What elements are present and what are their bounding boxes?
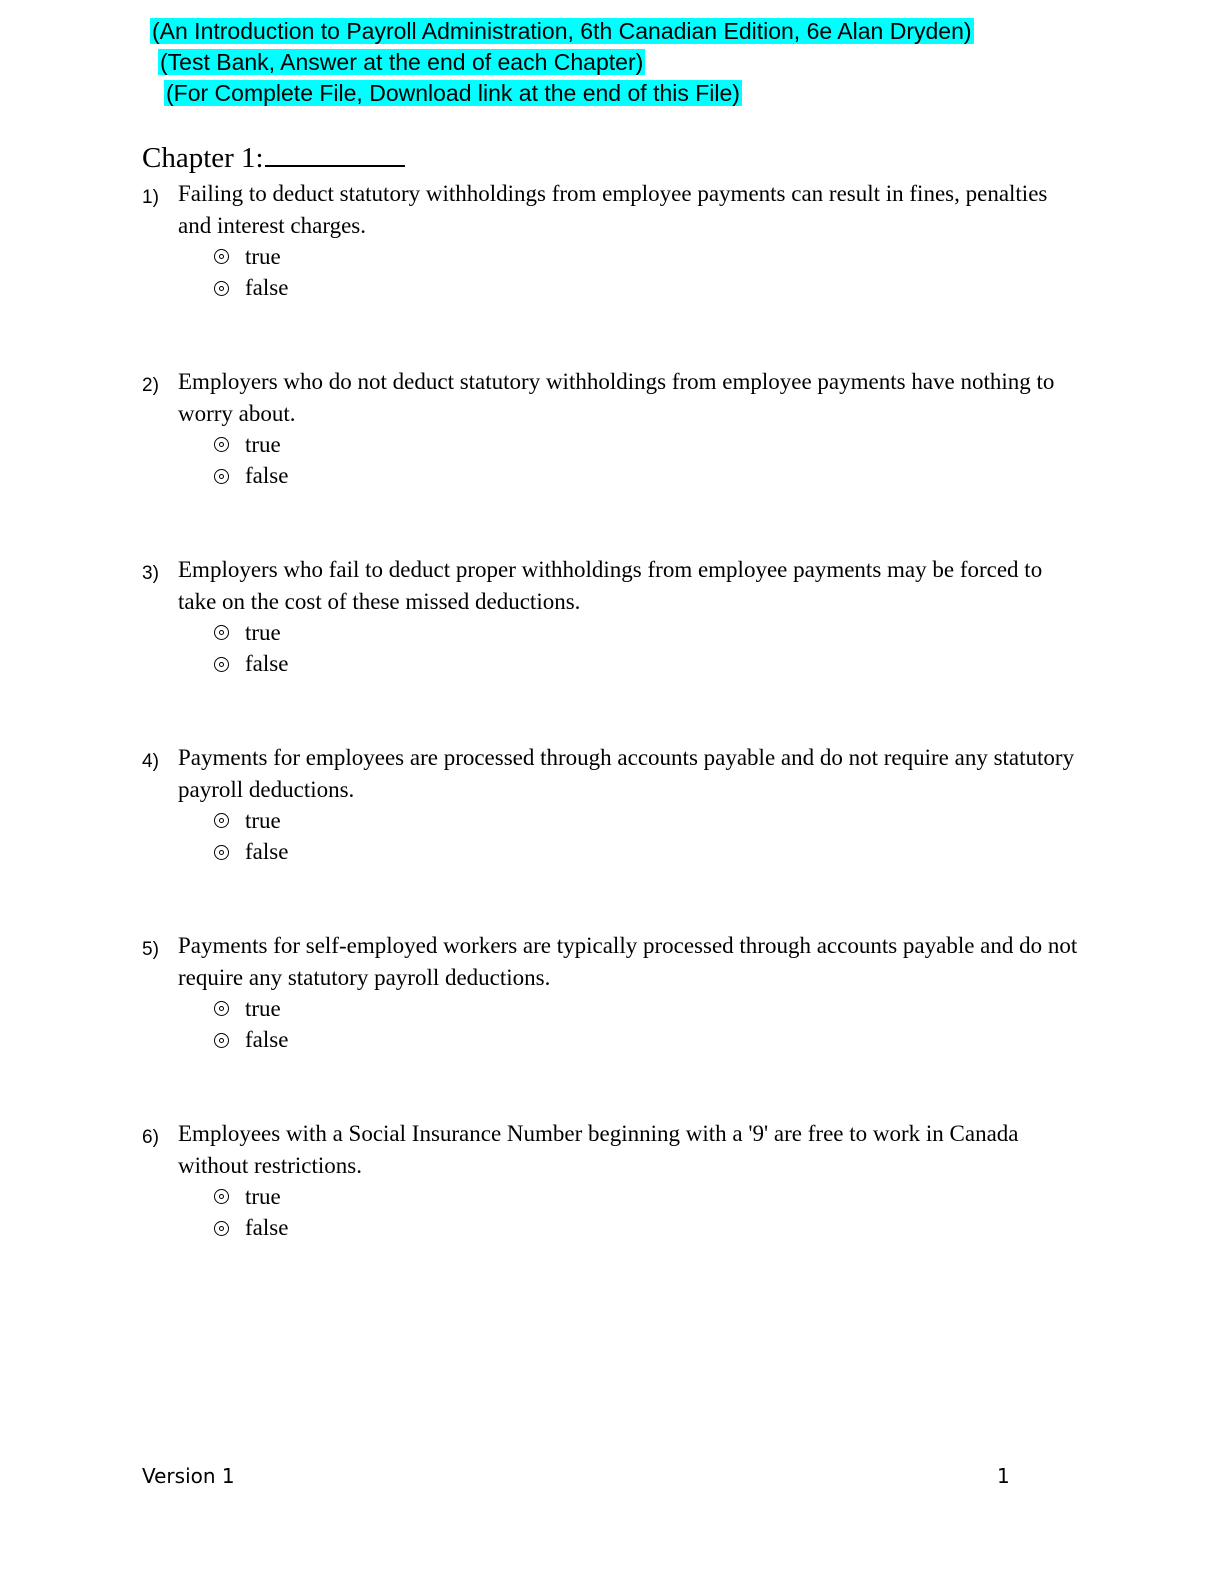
- question-text: Employers who fail to deduct proper withholdings from employee payments may be forced to take on the cost of these missed deductions.: [178, 557, 1043, 614]
- option-label: false: [245, 463, 289, 489]
- chapter-label: Chapter 1:: [142, 142, 264, 174]
- question-number: 1): [142, 187, 159, 208]
- question-text: Payments for self-employed workers are typically processed through accounts payable and do not require any statutory payroll deductions.: [178, 933, 1078, 990]
- radio-icon[interactable]: [214, 657, 229, 672]
- radio-icon[interactable]: [214, 625, 229, 640]
- radio-icon[interactable]: [214, 437, 229, 452]
- radio-icon[interactable]: [214, 1033, 229, 1048]
- question-item: [142, 364, 1082, 552]
- radio-icon[interactable]: [214, 1001, 229, 1016]
- option-false[interactable]: [214, 649, 288, 681]
- question-number: 6): [142, 1127, 159, 1148]
- question-text: Failing to deduct statutory withholdings from employee payments can result in fines, penalties and interest charges.: [178, 181, 1048, 238]
- chapter-title-blank: [265, 141, 405, 167]
- chapter-heading: [142, 140, 405, 176]
- question-number: 3): [142, 563, 159, 584]
- radio-icon[interactable]: [214, 813, 229, 828]
- footer-version: Version 1: [142, 1464, 235, 1488]
- header-title-text: (An Introduction to Payroll Administration, 6th Canadian Edition, 6e Alan Dryden): [152, 18, 972, 44]
- option-true[interactable]: [214, 1181, 288, 1213]
- radio-icon[interactable]: [214, 469, 229, 484]
- header-download-text: (For Complete File, Download link at the end of this File): [166, 80, 740, 106]
- question-number: 2): [142, 375, 159, 396]
- question-item: [142, 1116, 1082, 1304]
- question-item: [142, 740, 1082, 928]
- answer-options: [214, 617, 288, 680]
- question-number: 5): [142, 939, 159, 960]
- option-false[interactable]: [214, 837, 288, 869]
- radio-icon[interactable]: [214, 249, 229, 264]
- question-text: Employers who do not deduct statutory withholdings from employee payments have nothing to worry about.: [178, 369, 1055, 426]
- answer-options: [214, 993, 288, 1056]
- document-header: [150, 16, 974, 109]
- answer-options: [214, 241, 288, 304]
- option-label: true: [245, 243, 281, 269]
- question-number: 4): [142, 751, 159, 772]
- header-line-test-bank: [158, 47, 974, 78]
- answer-options: [214, 805, 288, 868]
- option-true[interactable]: [214, 429, 288, 461]
- option-label: false: [245, 1027, 289, 1053]
- radio-icon[interactable]: [214, 281, 229, 296]
- question-text: Employees with a Social Insurance Number beginning with a '9' are free to work in Canada without restrictions.: [178, 1121, 1019, 1178]
- option-true[interactable]: [214, 993, 288, 1025]
- radio-icon[interactable]: [214, 1189, 229, 1204]
- answer-options: [214, 429, 288, 492]
- option-false[interactable]: [214, 461, 288, 493]
- question-item: [142, 176, 1082, 364]
- option-label: true: [245, 807, 281, 833]
- header-test-bank-text: (Test Bank, Answer at the end of each Chapter): [160, 49, 644, 75]
- option-label: true: [245, 995, 281, 1021]
- option-false[interactable]: [214, 1213, 288, 1245]
- header-line-download: [164, 78, 974, 109]
- option-label: false: [245, 839, 289, 865]
- option-true[interactable]: [214, 241, 288, 273]
- footer-page-number: 1: [997, 1464, 1010, 1488]
- radio-icon[interactable]: [214, 845, 229, 860]
- radio-icon[interactable]: [214, 1221, 229, 1236]
- option-true[interactable]: [214, 805, 288, 837]
- header-line-title: [150, 16, 974, 47]
- option-false[interactable]: [214, 1025, 288, 1057]
- option-false[interactable]: [214, 273, 288, 305]
- option-label: false: [245, 1215, 289, 1241]
- question-item: [142, 552, 1082, 740]
- option-label: false: [245, 275, 289, 301]
- option-label: true: [245, 619, 281, 645]
- option-label: false: [245, 651, 289, 677]
- option-true[interactable]: [214, 617, 288, 649]
- option-label: true: [245, 431, 281, 457]
- answer-options: [214, 1181, 288, 1244]
- question-item: [142, 928, 1082, 1116]
- option-label: true: [245, 1183, 281, 1209]
- question-text: Payments for employees are processed through accounts payable and do not require any statutory payroll deductions.: [178, 745, 1075, 802]
- question-list: [142, 176, 1082, 1304]
